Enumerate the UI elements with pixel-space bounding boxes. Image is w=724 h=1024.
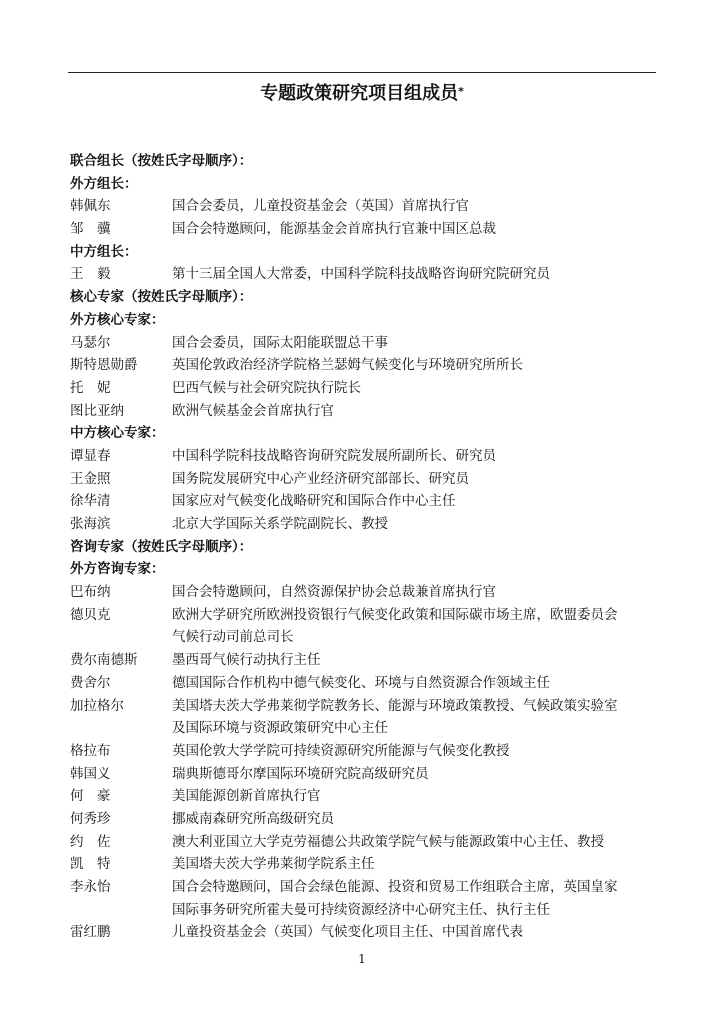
title-footnote-mark: * <box>458 85 464 98</box>
section-heading: 中方组长： <box>70 243 138 260</box>
member-title: 德国国际合作机构中德气候变化、环境与自然资源合作领域主任 <box>172 674 550 691</box>
section-heading: 联合组长（按姓氏字母顺序）： <box>70 153 253 169</box>
member-name: 格拉布 <box>70 742 111 759</box>
member-name: 凯 特 <box>70 856 111 873</box>
member-row <box>70 808 660 831</box>
member-name: 加拉格尔 <box>70 697 124 714</box>
member-row <box>70 740 660 763</box>
member-row <box>70 763 660 786</box>
member-name: 韩国义 <box>70 765 111 782</box>
member-name: 托 妮 <box>70 379 111 396</box>
section-heading: 咨询专家（按姓氏字母顺序）： <box>70 538 253 555</box>
member-row <box>70 263 660 286</box>
member-name: 王金照 <box>70 470 111 487</box>
member-list <box>70 150 660 944</box>
member-title-continued: 气候行动司前总司长 <box>172 629 294 646</box>
member-title: 美国塔夫茨大学弗莱彻学院系主任 <box>172 856 375 873</box>
page-title <box>0 82 724 106</box>
member-title: 美国能源创新首席执行官 <box>172 788 321 805</box>
member-title: 挪威南森研究所高级研究员 <box>172 810 334 827</box>
member-title: 国合会特邀顾问，能源基金会首席执行官兼中国区总裁 <box>172 221 496 238</box>
member-name: 韩佩东 <box>70 198 111 215</box>
member-title: 国合会特邀顾问，自然资源保护协会总裁兼首席执行官 <box>172 584 496 601</box>
member-row <box>70 332 660 355</box>
member-row <box>70 672 660 695</box>
member-row <box>70 195 660 218</box>
section-heading: 核心专家（按姓氏字母顺序）： <box>70 289 253 306</box>
member-row <box>70 400 660 423</box>
member-title: 国合会委员，国际太阳能联盟总干事 <box>172 334 388 351</box>
member-name: 张海滨 <box>70 516 111 532</box>
member-row <box>70 921 660 944</box>
member-title: 瑞典斯德哥尔摩国际环境研究院高级研究员 <box>172 765 429 782</box>
section-heading: 中方核心专家： <box>70 425 165 442</box>
member-title: 第十三届全国人大常委，中国科学院科技战略咨询研究院研究员 <box>172 266 550 283</box>
member-name: 约 佐 <box>70 833 111 850</box>
member-name: 图比亚纳 <box>70 402 124 419</box>
member-name: 徐华清 <box>70 493 111 510</box>
member-name: 王 毅 <box>70 266 111 283</box>
section-heading: 外方核心专家： <box>70 311 165 328</box>
member-title: 国务院发展研究中心产业经济研究部部长、研究员 <box>172 470 469 487</box>
member-title: 北京大学国际关系学院副院长、教授 <box>172 516 388 532</box>
top-rule <box>68 72 656 73</box>
member-title: 欧洲气候基金会首席执行官 <box>172 402 334 419</box>
member-name: 马瑟尔 <box>70 334 111 351</box>
member-title: 英国伦敦政治经济学院格兰瑟姆气候变化与环境研究所所长 <box>172 357 523 374</box>
member-title: 墨西哥气候行动执行主任 <box>172 652 321 669</box>
member-title: 欧洲大学研究所欧洲投资银行气候变化政策和国际碳市场主席，欧盟委员会 <box>172 606 618 623</box>
member-name: 谭显春 <box>70 447 111 464</box>
member-title: 儿童投资基金会（英国）气候变化项目主任、中国首席代表 <box>172 924 523 941</box>
member-row <box>70 649 660 672</box>
member-row <box>70 581 660 604</box>
member-name: 邹 骥 <box>70 221 111 238</box>
member-name: 德贝克 <box>70 606 111 623</box>
member-title: 中国科学院科技战略咨询研究院发展所副所长、研究员 <box>172 447 496 464</box>
member-row <box>70 468 660 491</box>
member-row <box>70 490 660 513</box>
member-name: 费尔南德斯 <box>70 652 138 669</box>
member-name: 斯特恩勋爵 <box>70 357 138 374</box>
member-name: 雷红鹏 <box>70 924 111 941</box>
member-row <box>70 695 660 718</box>
member-row <box>70 604 660 627</box>
section-heading: 外方组长： <box>70 175 138 192</box>
member-row <box>70 853 660 876</box>
member-title-continued: 及国际环境与资源政策研究中心主任 <box>172 720 388 737</box>
member-name: 何秀珍 <box>70 810 111 827</box>
member-title: 国家应对气候变化战略研究和国际合作中心主任 <box>172 493 456 510</box>
member-row <box>70 354 660 377</box>
member-row <box>70 218 660 241</box>
member-title: 国合会特邀顾问，国合会绿色能源、投资和贸易工作组联合主席，英国皇家 <box>172 879 618 895</box>
member-row <box>70 445 660 468</box>
page-number: 1 <box>358 952 366 966</box>
member-title: 英国伦敦大学学院可持续资源研究所能源与气候变化教授 <box>172 742 510 759</box>
member-name: 费舍尔 <box>70 674 111 691</box>
member-title: 巴西气候与社会研究院执行院长 <box>172 379 361 396</box>
member-title: 美国塔夫茨大学弗莱彻学院教务长、能源与环境政策教授、气候政策实验室 <box>172 697 618 714</box>
member-title: 国合会委员，儿童投资基金会（英国）首席执行官 <box>172 198 469 215</box>
member-name: 何 豪 <box>70 788 111 805</box>
member-row <box>70 876 660 899</box>
member-row <box>70 831 660 854</box>
member-name: 李永怡 <box>70 879 111 895</box>
member-name: 巴布纳 <box>70 584 111 601</box>
title-text: 专题政策研究项目组成员 <box>260 83 459 104</box>
member-row <box>70 377 660 400</box>
member-row <box>70 513 660 536</box>
member-title-continued: 国际事务研究所霍夫曼可持续资源经济中心研究主任、执行主任 <box>172 901 550 918</box>
section-heading: 外方咨询专家： <box>70 561 165 578</box>
member-title: 澳大利亚国立大学克劳福德公共政策学院气候与能源政策中心主任、教授 <box>172 833 604 850</box>
member-row <box>70 785 660 808</box>
